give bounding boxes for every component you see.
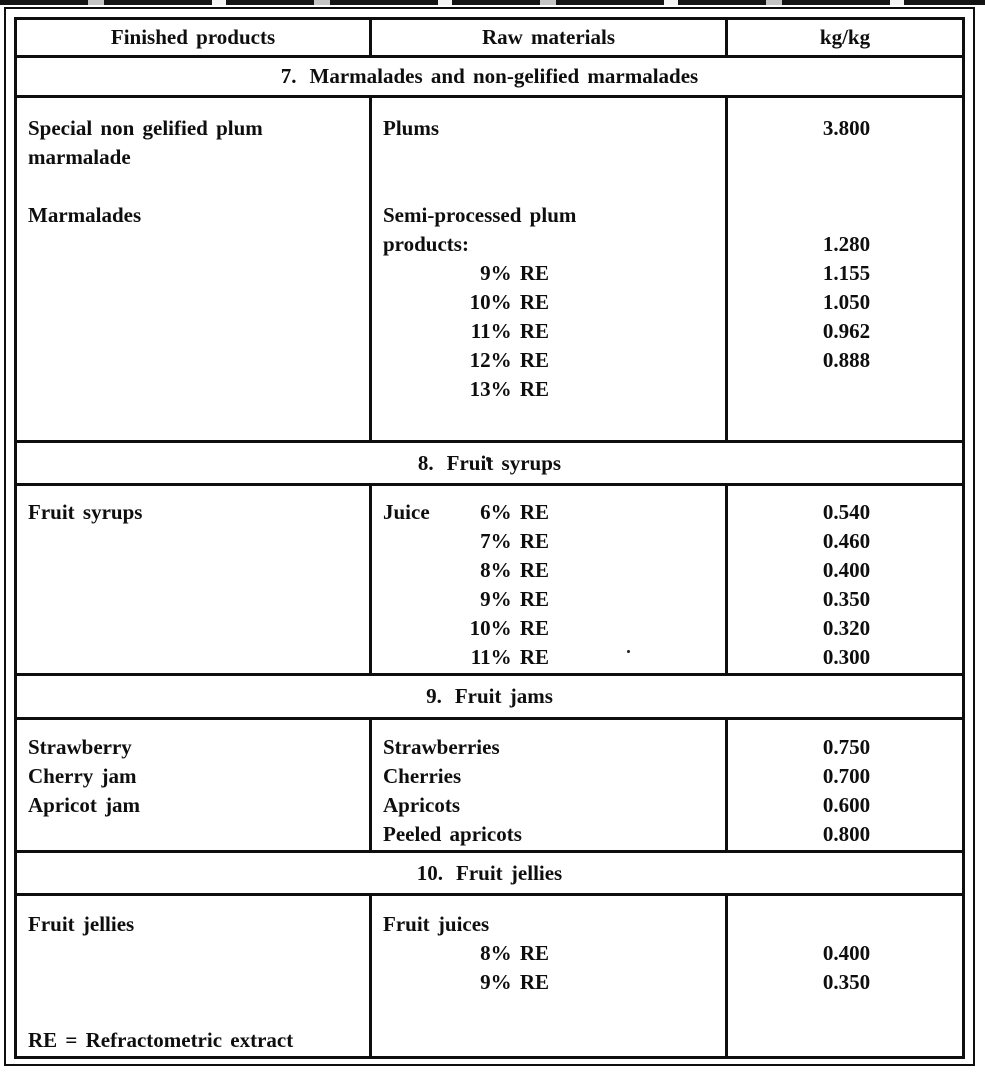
section-8-title: Fruit syrups bbox=[446, 450, 562, 475]
finished-product-text: Fruit syrups bbox=[28, 500, 143, 524]
raw-material-text: Peeled apricots bbox=[383, 822, 522, 846]
re-entry: 11% RE bbox=[470, 645, 549, 669]
conversion-value: 0.320 bbox=[822, 616, 871, 640]
finished-product-text: Marmalades bbox=[28, 203, 142, 227]
re-entry: 13% RE bbox=[469, 377, 549, 401]
re-entry: 8% RE bbox=[480, 558, 549, 582]
re-entry: 9% RE bbox=[480, 261, 549, 285]
finished-products-cell bbox=[17, 486, 372, 673]
finished-products-cell bbox=[17, 720, 372, 850]
section-9-title: Fruit jams bbox=[454, 684, 553, 708]
kg-per-kg-cell bbox=[728, 486, 962, 673]
section-9-number: 9. bbox=[426, 684, 442, 708]
re-entry: 6% RE bbox=[480, 500, 549, 524]
conversion-value: 0.400 bbox=[822, 941, 871, 965]
conversion-value: 0.888 bbox=[822, 348, 871, 372]
conversion-value: 0.400 bbox=[822, 558, 871, 582]
raw-material-text: Cherries bbox=[383, 764, 462, 788]
finished-products-cell bbox=[17, 98, 372, 440]
section-9-title-row bbox=[17, 676, 962, 720]
conversion-value: 1.155 bbox=[822, 261, 871, 285]
conversion-value: 0.460 bbox=[822, 529, 871, 553]
conversion-value: 0.750 bbox=[822, 735, 871, 759]
finished-product-text: Special non gelified plum bbox=[28, 116, 263, 140]
kg-per-kg-cell bbox=[728, 720, 962, 850]
re-entry: 12% RE bbox=[469, 348, 549, 372]
table-header-row bbox=[17, 20, 962, 58]
section-8-body-row bbox=[17, 486, 962, 676]
conversion-value: 1.050 bbox=[822, 290, 871, 314]
conversion-value: 3.800 bbox=[822, 116, 871, 140]
conversion-value: 0.800 bbox=[822, 822, 871, 846]
re-entry: 9% RE bbox=[480, 587, 549, 611]
finished-product-text: Fruit jellies bbox=[28, 912, 135, 936]
raw-material-text: Apricots bbox=[383, 793, 460, 817]
section-7-body-row bbox=[17, 98, 962, 443]
section-10-number: 10. bbox=[416, 860, 444, 885]
section-10-body-row bbox=[17, 896, 962, 1056]
conversion-value: 1.280 bbox=[822, 232, 871, 256]
re-footnote: RE = Refractometric extract bbox=[28, 1028, 294, 1052]
section-10-title: Fruit jellies bbox=[456, 860, 563, 885]
re-entry: 10% RE bbox=[469, 616, 549, 640]
kg-per-kg-cell bbox=[728, 98, 962, 440]
scan-edge-artifact bbox=[0, 0, 985, 5]
raw-materials-cell bbox=[372, 896, 728, 1056]
finished-product-text: Strawberry bbox=[28, 735, 132, 759]
finished-product-text: Apricot jam bbox=[28, 793, 141, 817]
raw-material-text: Semi-processed plum bbox=[383, 203, 577, 227]
column-header-kg-per-kg: kg/kg bbox=[819, 25, 871, 49]
section-7-number: 7. bbox=[280, 64, 297, 88]
conversion-value: 0.962 bbox=[822, 319, 871, 343]
column-header-finished-products: Finished products bbox=[17, 20, 372, 55]
re-entry: 7% RE bbox=[480, 529, 549, 553]
raw-material-text: Strawberries bbox=[383, 735, 500, 759]
column-header-raw-materials: Raw materials bbox=[372, 20, 728, 55]
raw-materials-cell bbox=[372, 98, 728, 440]
section-7-title-row bbox=[17, 58, 962, 98]
re-entry: 10% RE bbox=[469, 290, 549, 314]
section-7-title: Marmalades and non-gelified marmalades bbox=[309, 64, 699, 88]
conversion-value: 0.540 bbox=[822, 500, 871, 524]
finished-product-text: Cherry jam bbox=[28, 764, 137, 788]
raw-material-text bbox=[383, 498, 549, 527]
finished-products-cell bbox=[17, 896, 372, 1056]
section-10-title-row bbox=[17, 853, 962, 896]
section-8-number: 8. bbox=[417, 450, 434, 475]
raw-material-text: products: bbox=[383, 232, 469, 256]
conversion-value: 0.300 bbox=[822, 645, 871, 669]
conversion-table bbox=[14, 17, 965, 1059]
conversion-value: 0.600 bbox=[822, 793, 871, 817]
raw-material-text: Plums bbox=[383, 116, 440, 140]
conversion-value: 0.350 bbox=[822, 970, 871, 994]
section-9-body-row bbox=[17, 720, 962, 853]
table-outer-border bbox=[4, 7, 975, 1066]
raw-material-text: Fruit juices bbox=[383, 912, 490, 936]
finished-product-text: marmalade bbox=[28, 145, 131, 169]
raw-materials-cell bbox=[372, 486, 728, 673]
re-entry: 11% RE bbox=[470, 319, 549, 343]
conversion-value: 0.700 bbox=[822, 764, 871, 788]
section-8-title-row bbox=[17, 443, 962, 486]
re-entry: 8% RE bbox=[480, 941, 549, 965]
conversion-value: 0.350 bbox=[822, 587, 871, 611]
raw-materials-cell bbox=[372, 720, 728, 850]
juice-label: Juice bbox=[383, 500, 430, 524]
kg-per-kg-cell bbox=[728, 896, 962, 1056]
re-entry: 9% RE bbox=[480, 970, 549, 994]
